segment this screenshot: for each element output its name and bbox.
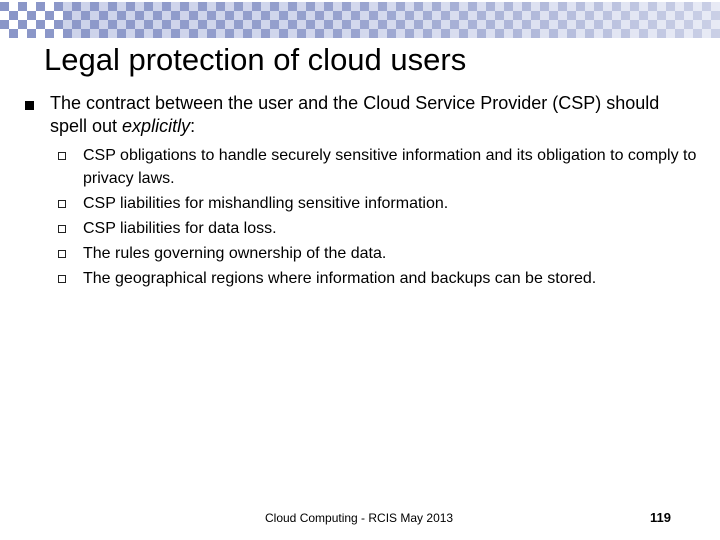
list-item-text: CSP obligations to handle securely sensitive information and its obligation to comply to privacy laws.: [83, 147, 697, 187]
list-item-text: CSP liabilities for data loss.: [83, 220, 277, 237]
footer-text: Cloud Computing - RCIS May 2013: [265, 511, 454, 525]
slide-title: Legal protection of cloud users: [44, 42, 467, 77]
list-item: [58, 217, 708, 240]
list-item: [58, 242, 708, 265]
hollow-square-bullet-icon: [58, 250, 66, 258]
hollow-square-bullet-icon: [58, 152, 66, 160]
main-text-emphasis: explicitly: [122, 116, 191, 136]
decorative-checker-band: [0, 0, 720, 42]
hollow-square-bullet-icon: [58, 275, 66, 283]
main-text-suffix: :: [190, 116, 196, 136]
square-bullet-icon: [25, 101, 34, 110]
hollow-square-bullet-icon: [58, 200, 66, 208]
list-item: [58, 192, 708, 215]
hollow-square-bullet-icon: [58, 225, 66, 233]
sub-bullet-list: [58, 144, 708, 292]
page-number: 119: [650, 510, 671, 525]
list-item-text: CSP liabilities for mishandling sensitive information.: [83, 195, 449, 212]
list-item: [58, 267, 708, 290]
list-item: [58, 144, 708, 190]
main-text-prefix: The contract between the user and the Cloud Service Provider (CSP) should spell out: [50, 93, 660, 136]
list-item-text: The rules governing ownership of the data.: [83, 245, 387, 262]
slide-footer: [0, 510, 720, 530]
list-item-text: The geographical regions where information and backups can be stored.: [83, 270, 597, 287]
main-bullet-text: [50, 92, 690, 138]
